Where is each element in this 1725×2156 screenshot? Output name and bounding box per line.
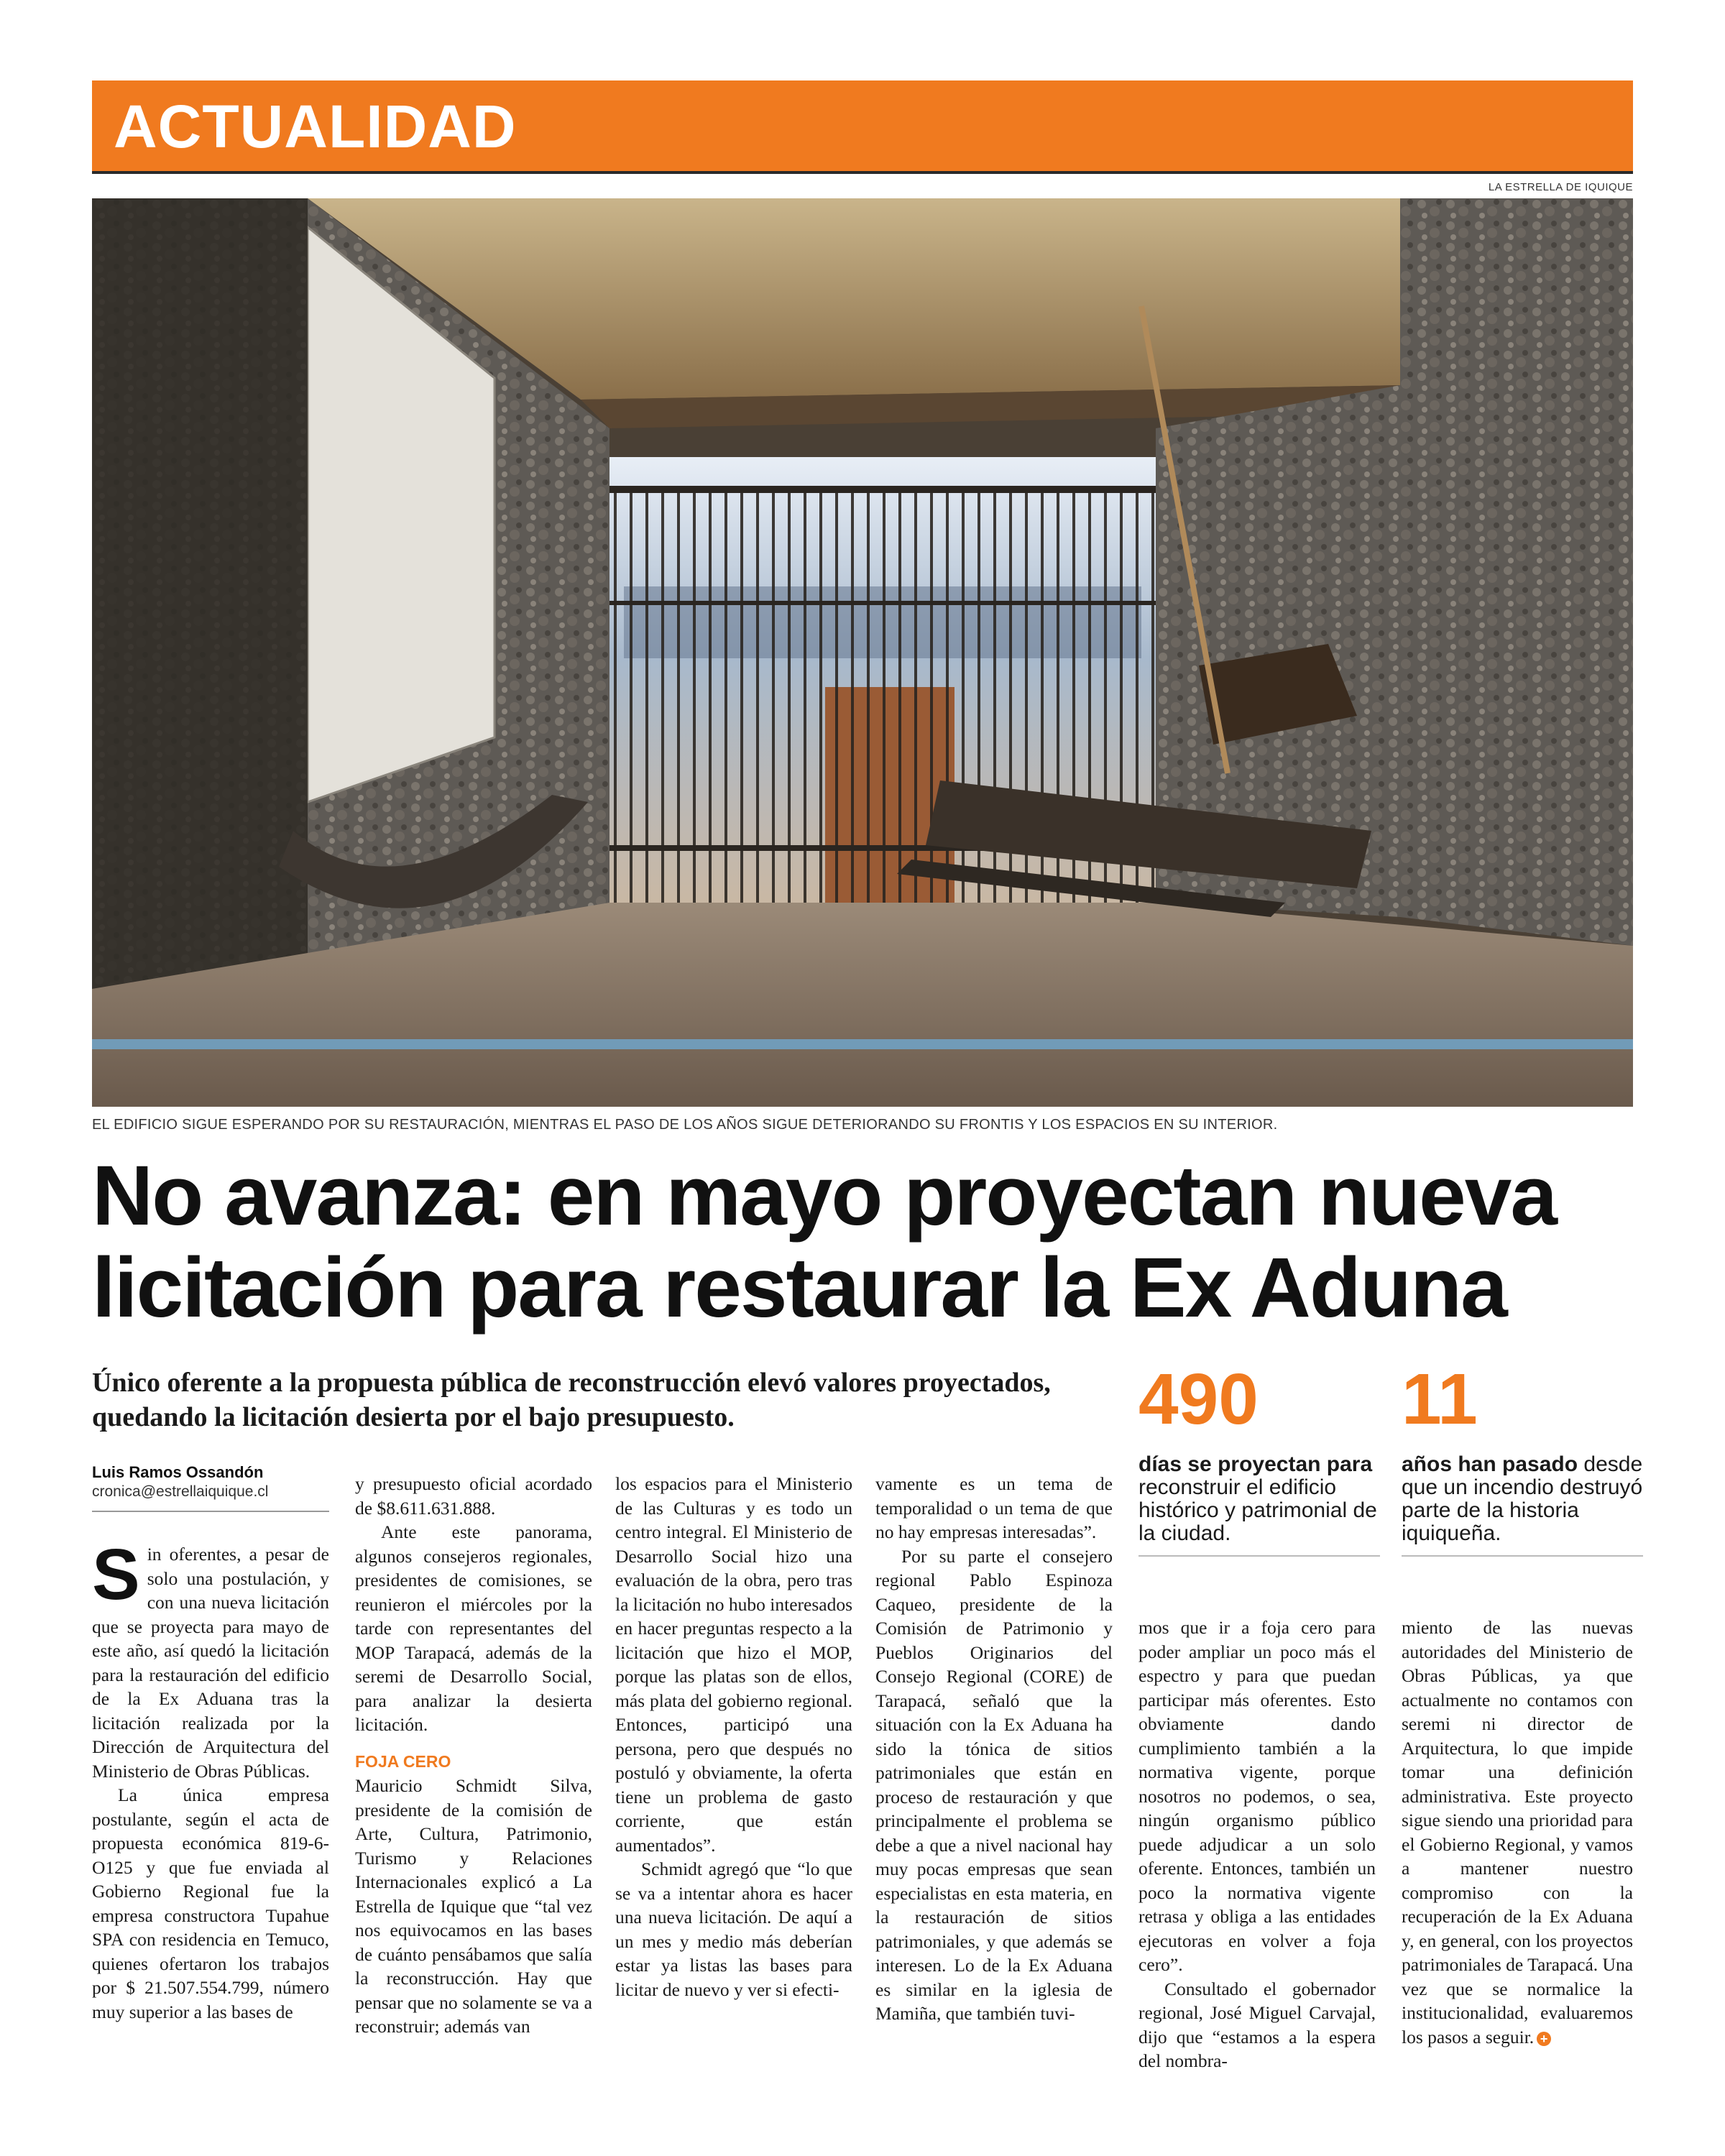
section-label: ACTUALIDAD (114, 93, 517, 160)
paragraph: La única empresa postulante, según el acta de propuesta económica 819-6-O125 y que fue enviada al Gobierno Regional fue la empresa constructora Tupahue SPA con residencia en Temuco, quienes ofertaron los trabajos por $ 21.507.554.799, número muy superior a las bases de (92, 1784, 329, 2022)
paragraph-text: miento de las nuevas autoridades del Ministerio de Obras Públicas, ya que actualmente no contamos con seremi ni director de Arquitectura, lo que impide tomar una definición administrativa. Este proyecto sigue siendo una prioridad para el Gobierno Regional, y vamos a mantener nuestro compromiso con la recuperación de la Ex Aduana y, en general, con los proyectos patrimoniales de Tarapacá. Una vez que se normalice la institucionalidad, evaluaremos los pasos a seguir. (1402, 1617, 1634, 2047)
deck-subtitle: Único oferente a la propuesta pública de reconstrucción elevó valores proyectados, quedando la licitación desierta por el bajo presupuesto. (92, 1368, 1051, 1432)
author-name: Luis Ramos Ossandón (92, 1463, 264, 1481)
paragraph (92, 1534, 329, 1783)
stat-box-11 (1402, 1360, 1643, 1557)
article-column-1 (92, 1534, 329, 2024)
photo-illustration (92, 198, 1633, 1107)
paragraph: los espacios para el Ministerio de las Culturas y es todo un centro integral. El Ministerio de Desarrollo Social hizo una evaluación de la obra, pero tras la licitación no hubo interesados en hacer preguntas respecto a la licitación que hizo el MOP, porque las platas son de ellos, más plata del gobierno regional. Entonces, participó una persona, pero que después no postuló y obviamente, la oferta tiene un problema de gasto corriente, que están aumentados”. (615, 1473, 852, 1856)
paragraph-text: in oferentes, a pesar de solo una postulación, y con una nueva licitación que se proyecta para mayo de este año, así quedó la licitación para la restauración del edificio de la Ex Aduana tras la licitación realizada por la Dirección de Arquitectura del Ministerio de Obras Públicas. (92, 1544, 329, 1782)
stat-number: 490 (1138, 1359, 1259, 1439)
stat-box-490 (1138, 1360, 1380, 1557)
stat-description-rest: desde que un incendio destruyó parte de la historia iquiqueña. (1402, 1452, 1643, 1545)
article-column-2 (355, 1472, 592, 2039)
byline (92, 1463, 329, 1512)
paragraph: mos que ir a foja cero para poder ampliar un poco más el espectro y para que puedan participar más oferentes. Esto obviamente dando cumplimiento también a la normativa vigente, porque nosotros no podemos, o sea, ningún organismo público puede adjudicar a un solo oferente. Entonces, también un poco la normativa vigente retrasa y obliga a las entidades ejecutoras en volver a foja cero”. (1138, 1617, 1376, 1975)
stat-description-bold: años han pasado (1402, 1452, 1578, 1476)
article-photo (92, 198, 1633, 1107)
subhead: FOJA CERO (355, 1751, 451, 1771)
article-column-6 (1402, 1616, 1633, 2049)
photo-credit: LA ESTRELLA DE IQUIQUE (1488, 181, 1633, 193)
article-column-4 (875, 1472, 1113, 2026)
stat-description-bold: días se proyectan para (1138, 1452, 1373, 1476)
paragraph (1402, 1616, 1633, 2049)
stat-description (1138, 1453, 1380, 1557)
paragraph: Consultado el gobernador regional, José Miguel Carvajal, dijo que “estamos a la espera del nombra- (1138, 1978, 1376, 2071)
stat-description-rest: reconstruir el edificio histórico y patrimonial de la ciudad. (1138, 1475, 1377, 1545)
paragraph: Schmidt agregó que “lo que se va a intentar ahora es hacer una nueva licitación. De aquí a un mes y medio más deberían estar ya listas las bases para licitar de nuevo y ver si efecti- (615, 1858, 852, 2000)
author-email[interactable]: cronica@estrellaiquique.cl (92, 1483, 269, 1500)
paragraph: Por su parte el consejero regional Pablo Espinoza Caqueo, presidente de la Comisión de Patrimonio y Pueblos Originarios del Consejo Regional (CORE) de Tarapacá, señaló que la situación con la Ex Aduana ha sido la tónica de sitios patrimoniales que están en proceso de restauración y que principalmente el problema se debe a que a nivel nacional hay muy pocas empresas que sean especialistas en esta materia, en la restauración de sitios patrimoniales, y que además se interesen. Lo de la Ex Aduana es similar en la iglesia de Mamiña, que también tuvi- (875, 1545, 1113, 2024)
paragraph: Ante este panorama, algunos consejeros regionales, presidentes de comisiones, se reunieron el miércoles por la tarde con representantes del MOP Tarapacá, además de la seremi de Desarrollo Social, para analizar la desierta licitación. (355, 1521, 592, 1735)
article-column-3 (615, 1472, 852, 2001)
headline: No avanza: en mayo proyectan nueva licitación para restaurar la Ex Aduna (92, 1148, 1557, 1335)
stat-number: 11 (1402, 1359, 1478, 1439)
article-column-5 (1138, 1616, 1376, 2073)
photo-caption: EL EDIFICIO SIGUE ESPERANDO POR SU RESTAURACIÓN, MIENTRAS EL PASO DE LOS AÑOS SIGUE DETERIORANDO SU FRONTIS Y LOS ESPACIOS EN SU INTERIOR. (92, 1117, 1278, 1133)
drop-cap: S (92, 1534, 140, 1615)
section-header-bar (92, 80, 1633, 174)
paragraph: y presupuesto oficial acordado de $8.611.631.888. (355, 1473, 592, 1519)
paragraph: vamente es un tema de temporalidad o un tema de que no hay empresas interesadas”. (875, 1473, 1113, 1542)
stat-description (1402, 1453, 1643, 1557)
end-mark-icon: + (1537, 2032, 1551, 2046)
paragraph: Mauricio Schmidt Silva, presidente de la comisión de Arte, Cultura, Patrimonio, Turismo y Relaciones Internacionales explicó a La Estrella de Iquique que “tal vez nos equivocamos en las bases de cuánto pensábamos que salía la reconstrucción. Hay que pensar que no solamente se va a reconstruir; además van (355, 1775, 592, 2037)
